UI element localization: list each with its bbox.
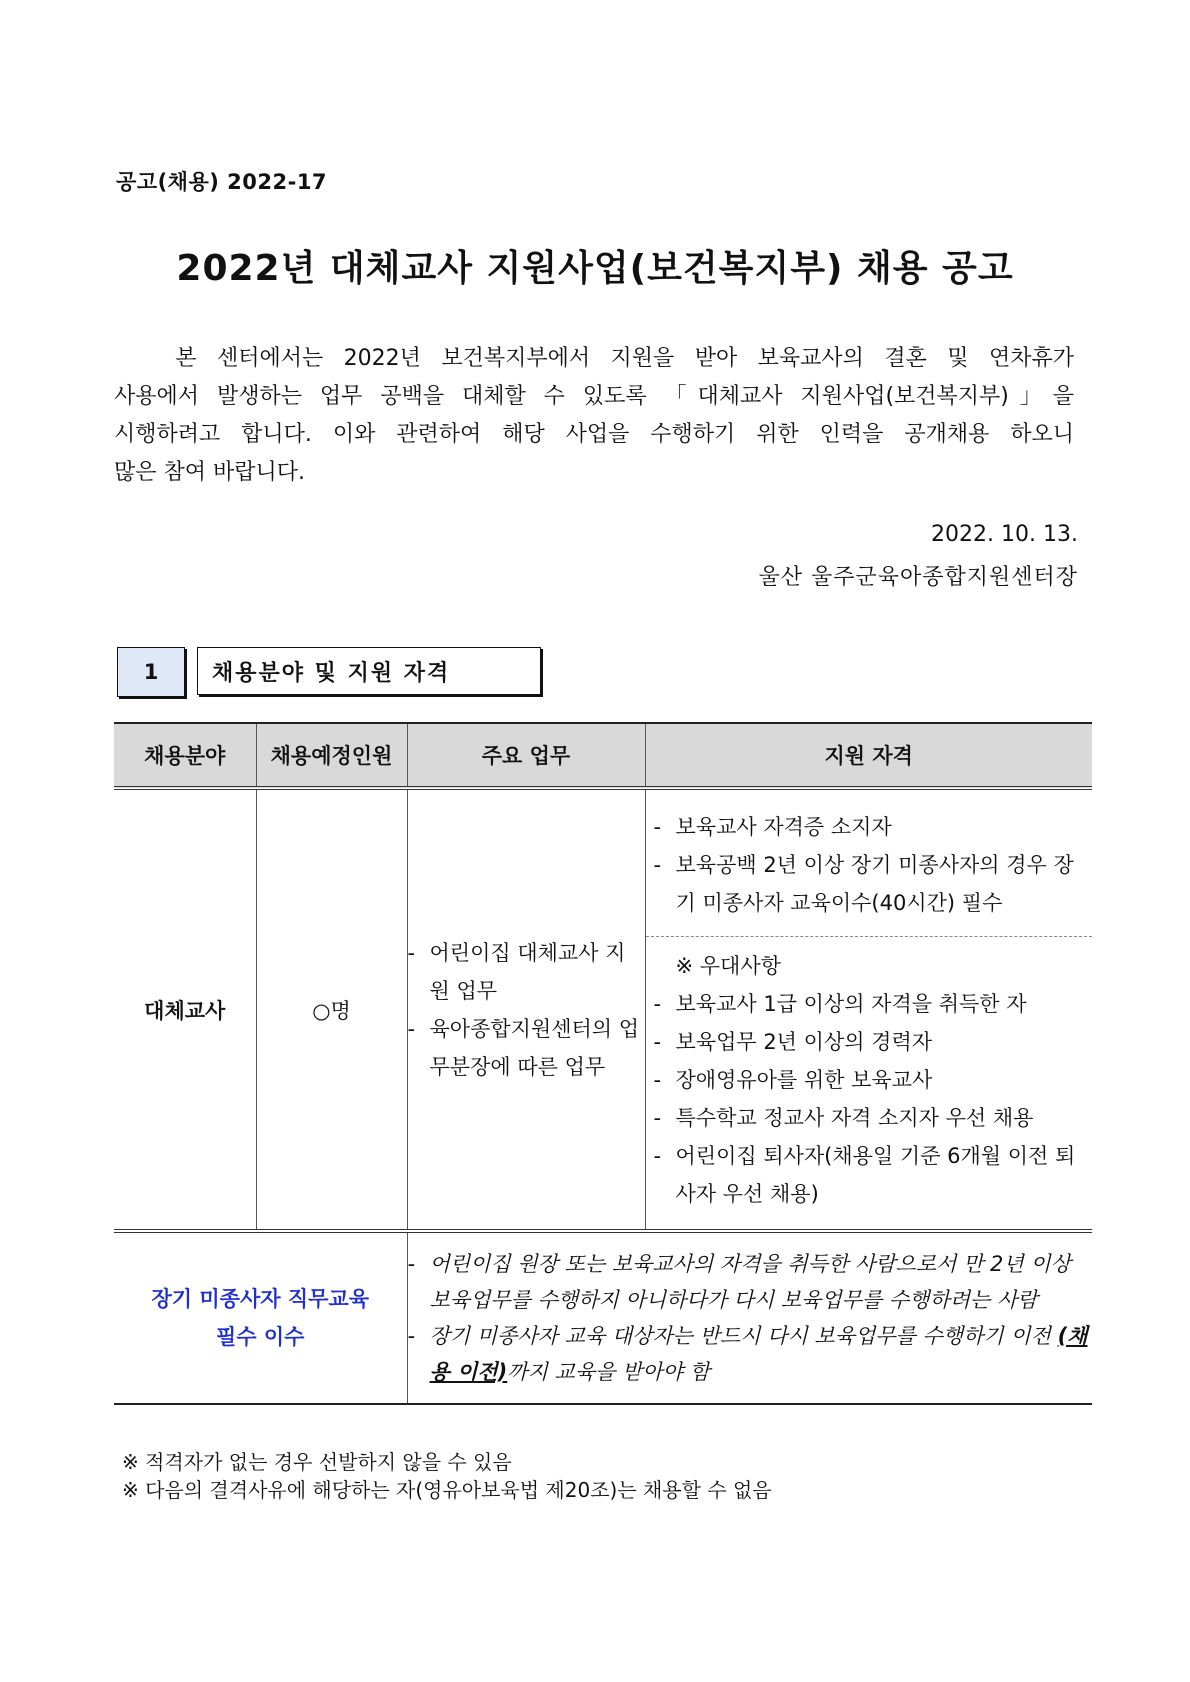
preference-item: - 어린이집 퇴사자(채용일 기준 6개월 이전 퇴사자 우선 채용) — [653, 1144, 1076, 1206]
notice-number: 공고(채용) 2022-17 — [116, 170, 328, 194]
qualification-item: - 보육공백 2년 이상 장기 미종사자의 경우 장기 미종사자 교육이수(40시간) 필수 — [653, 853, 1074, 915]
duty-item: - 육아종합지원센터의 업무분장에 따른 업무 — [407, 1016, 640, 1079]
page-title: 2022년 대체교사 지원사업(보건복지부) 채용 공고 — [176, 248, 1014, 289]
notice-date: 2022. 10. 13. — [931, 522, 1078, 547]
header-headcount: 채용예정인원 — [256, 723, 407, 788]
headcount-cell: ○명 — [256, 788, 407, 1231]
qualifications-cell — [645, 788, 1092, 1231]
table-row — [114, 788, 1092, 1231]
section-title: 채용분야 및 지원 자격 — [197, 647, 541, 695]
intro-line: 본 센터에서는 2022년 보건복지부에서 지원을 받아 보육교사의 결혼 및 연차휴가 — [114, 346, 1074, 371]
intro-paragraph — [114, 340, 1074, 492]
duties-cell — [407, 788, 645, 1231]
preference-item: - 보육업무 2년 이상의 경력자 — [653, 1030, 933, 1054]
header-field: 채용분야 — [114, 723, 256, 788]
intro-line: 많은 참여 바랍니다. — [114, 460, 305, 485]
field-cell: 대체교사 — [114, 788, 256, 1231]
education-item: - 어린이집 원장 또는 보육교사의 자격을 취득한 사람으로서 만 2년 이상 보육업무를 수행하지 아니하다가 다시 보육업무를 수행하려는 사람 — [407, 1252, 1071, 1312]
duty-item: - 어린이집 대체교사 지원 업무 — [407, 940, 626, 1003]
footnote: ※ 적격자가 없는 경우 선발하지 않을 수 있음 — [122, 1450, 512, 1474]
qualification-item: - 보육교사 자격증 소지자 — [653, 815, 892, 839]
education-requirement — [407, 1231, 1092, 1404]
education-item: - 장기 미종사자 교육 대상자는 반드시 다시 보육업무를 수행하기 이전 (채용 이전)까지 교육을 받아야 함 — [407, 1324, 1088, 1384]
preference-list — [646, 937, 1093, 1229]
intro-line: 시행하려고 합니다. 이와 관련하여 해당 사업을 수행하기 위한 인력을 공개채용 하오니 — [114, 422, 1074, 447]
qualification-list — [646, 790, 1093, 937]
preference-item: - 보육교사 1급 이상의 자격을 취득한 자 — [653, 992, 1027, 1016]
footnotes — [122, 1448, 772, 1504]
preference-item: - 특수학교 정교사 자격 소지자 우선 채용 — [653, 1106, 1034, 1130]
table-header-row — [114, 723, 1092, 788]
intro-line: 사용에서 발생하는 업무 공백을 대체할 수 있도록 「대체교사 지원사업(보건복지부)」을 — [114, 384, 1074, 409]
emphasis-before-hire: (채용 이전) — [429, 1324, 1088, 1384]
preference-item: - 장애영유아를 위한 보육교사 — [653, 1068, 933, 1092]
header-qualifications: 지원 자격 — [645, 723, 1092, 788]
section-number: 1 — [117, 647, 185, 697]
organization-signature: 울산 울주군육아종합지원센터장 — [758, 565, 1078, 590]
recruitment-table — [114, 722, 1092, 1405]
header-duties: 주요 업무 — [407, 723, 645, 788]
education-label: 장기 미종사자 직무교육 필수 이수 — [114, 1231, 407, 1404]
footnote: ※ 다음의 결격사유에 해당하는 자(영유아보육법 제20조)는 채용할 수 없음 — [122, 1478, 772, 1502]
preference-title: ※ 우대사항 — [675, 954, 781, 978]
education-row — [114, 1231, 1092, 1404]
